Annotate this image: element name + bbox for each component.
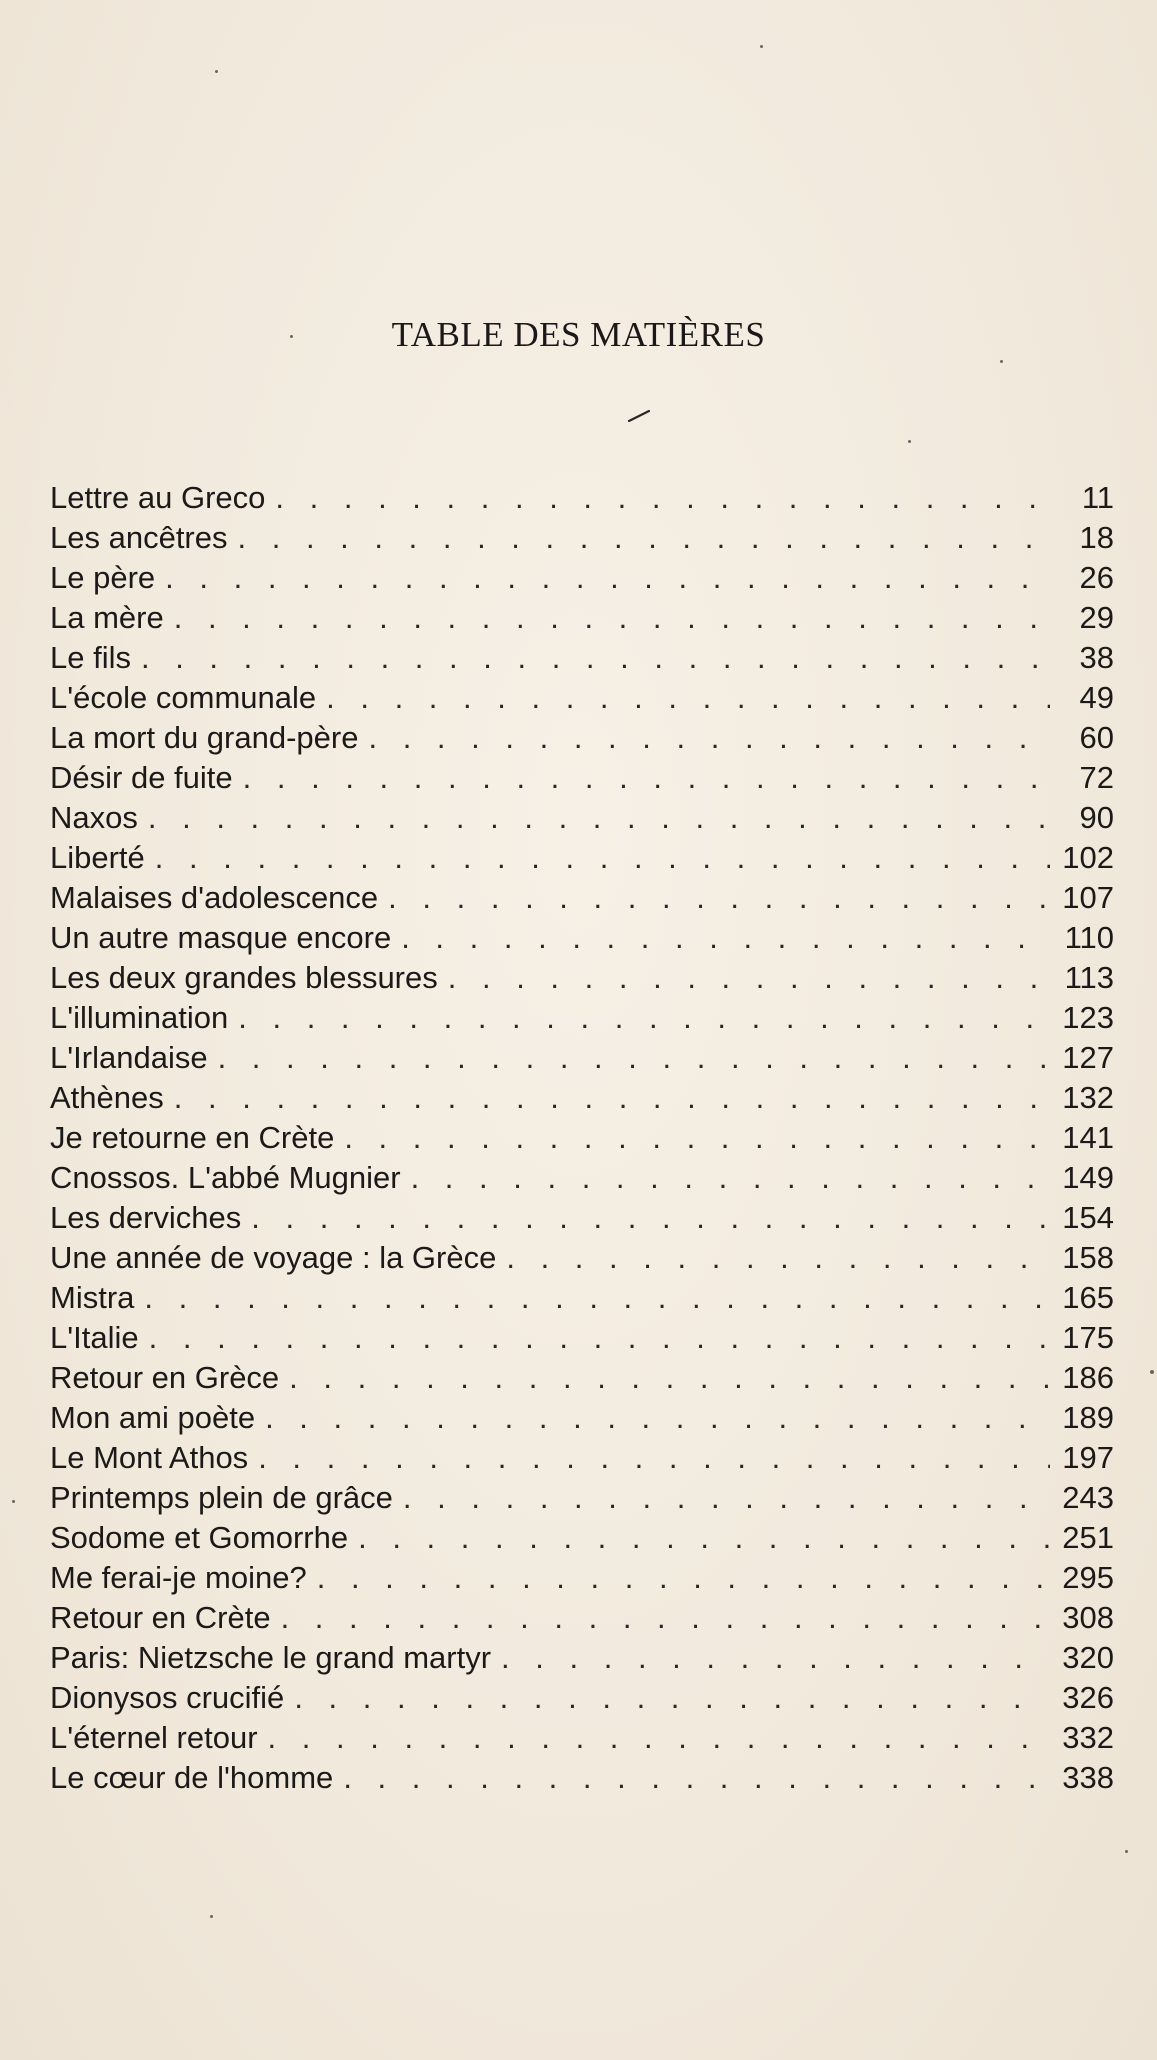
toc-entry-page: 49: [1079, 680, 1114, 715]
toc-entry-page: 90: [1079, 800, 1114, 835]
toc-leader-dots: [289, 1358, 1050, 1398]
toc-leader-dots: [174, 1078, 1050, 1118]
toc-entry: [50, 1718, 1114, 1758]
toc-entry: [50, 1678, 1114, 1718]
toc-entry-title: Une année de voyage : la Grèce: [50, 1240, 497, 1275]
toc-entry-page: 127: [1062, 1040, 1114, 1075]
toc-leader-dots: [144, 1278, 1050, 1318]
toc-leader-dots: [326, 678, 1050, 718]
ornament-tick-icon: [628, 410, 650, 422]
paper-speck: [1150, 1370, 1154, 1374]
toc-entry-title: Cnossos. L'abbé Mugnier: [50, 1160, 401, 1195]
page-title: TABLE DES MATIÈRES: [391, 315, 766, 354]
toc-entry-page: 295: [1062, 1560, 1114, 1595]
toc-entry-title: Les derviches: [50, 1200, 242, 1235]
toc-entry: [50, 1038, 1114, 1078]
toc-leader-dots: [155, 838, 1050, 878]
toc-entry-page: 165: [1062, 1280, 1114, 1315]
toc-entry-title: Retour en Grèce: [50, 1360, 280, 1395]
toc-entry-title: L'école communale: [50, 680, 317, 715]
toc-entry-page: 72: [1079, 760, 1114, 795]
toc-entry: [50, 798, 1114, 838]
toc-leader-dots: [238, 998, 1050, 1038]
toc-leader-dots: [501, 1638, 1050, 1678]
toc-entry: [50, 958, 1114, 998]
toc-entry-page: 18: [1079, 520, 1114, 555]
toc-entry-page: 308: [1062, 1600, 1114, 1635]
toc-entry: [50, 1518, 1114, 1558]
toc-leader-dots: [343, 1758, 1050, 1798]
toc-entry: [50, 1438, 1114, 1478]
toc-entry-title: Le père: [50, 560, 156, 595]
toc-entry-page: 149: [1062, 1160, 1114, 1195]
toc-entry: [50, 1238, 1114, 1278]
toc-entry-page: 158: [1062, 1240, 1114, 1275]
toc-entry-title: Paris: Nietzsche le grand martyr: [50, 1640, 492, 1675]
toc-entry-page: 11: [1081, 480, 1114, 515]
toc-entry-page: 243: [1062, 1480, 1114, 1515]
toc-entry-title: L'Irlandaise: [50, 1040, 208, 1075]
toc-leader-dots: [251, 1198, 1050, 1238]
paper-speck: [290, 335, 293, 338]
toc-entry-page: 141: [1062, 1120, 1114, 1155]
toc-entry: [50, 558, 1114, 598]
toc-leader-dots: [148, 798, 1050, 838]
toc-entry-title: Le Mont Athos: [50, 1440, 249, 1475]
toc-entry: [50, 1278, 1114, 1318]
toc-leader-dots: [294, 1678, 1050, 1718]
toc-leader-dots: [344, 1118, 1050, 1158]
toc-leader-dots: [141, 638, 1050, 678]
toc-entry: [50, 1318, 1114, 1358]
toc-entry-page: 102: [1062, 840, 1114, 875]
toc-leader-dots: [358, 1518, 1050, 1558]
toc-entry-title: Je retourne en Crète: [50, 1120, 335, 1155]
toc-leader-dots: [258, 1438, 1050, 1478]
toc-entry-title: Mon ami poète: [50, 1400, 256, 1435]
toc-entry-page: 332: [1062, 1720, 1114, 1755]
toc-entry-page: 326: [1062, 1680, 1114, 1715]
toc-entry: [50, 1118, 1114, 1158]
paper-speck: [1125, 1850, 1128, 1853]
toc-entry: [50, 478, 1114, 518]
toc-entry-title: Me ferai-je moine?: [50, 1560, 307, 1595]
toc-leader-dots: [218, 1038, 1050, 1078]
toc-entry-title: Les ancêtres: [50, 520, 228, 555]
toc-entry-page: 60: [1079, 720, 1114, 755]
paper-speck: [1000, 360, 1003, 363]
toc-entry: [50, 1398, 1114, 1438]
toc-leader-dots: [165, 558, 1050, 598]
toc-entry-title: Retour en Crète: [50, 1600, 271, 1635]
toc-entry-title: L'Italie: [50, 1320, 139, 1355]
toc-entry-title: L'illumination: [50, 1000, 229, 1035]
paper-speck: [12, 1500, 15, 1503]
toc-entry-title: Mistra: [50, 1280, 135, 1315]
toc-entry: [50, 878, 1114, 918]
toc-entry: [50, 598, 1114, 638]
toc-entry-title: La mort du grand-père: [50, 720, 359, 755]
toc-entry-page: 175: [1062, 1320, 1114, 1355]
toc-leader-dots: [403, 1478, 1050, 1518]
toc-entry: [50, 1198, 1114, 1238]
toc-entry: [50, 638, 1114, 678]
toc-entry: [50, 518, 1114, 558]
toc-entry-page: 320: [1062, 1640, 1114, 1675]
toc-entry-title: Lettre au Greco: [50, 480, 266, 515]
toc-entry: [50, 678, 1114, 718]
toc-entry: [50, 1158, 1114, 1198]
toc-entry: [50, 998, 1114, 1038]
toc-leader-dots: [281, 1598, 1050, 1638]
toc-entry-title: Le fils: [50, 640, 131, 675]
toc-leader-dots: [317, 1558, 1050, 1598]
toc-leader-dots: [448, 958, 1050, 998]
toc-leader-dots: [174, 598, 1050, 638]
toc-leader-dots: [388, 878, 1050, 918]
toc-entry: [50, 1558, 1114, 1598]
toc-entry: [50, 918, 1114, 958]
toc-entry: [50, 1758, 1114, 1798]
toc-entry-title: Printemps plein de grâce: [50, 1480, 393, 1515]
toc-entry-page: 197: [1062, 1440, 1114, 1475]
toc-leader-dots: [243, 758, 1050, 798]
toc-leader-dots: [506, 1238, 1050, 1278]
toc-entry-title: Désir de fuite: [50, 760, 233, 795]
paper-speck: [215, 70, 218, 73]
table-of-contents: [50, 478, 1114, 1798]
toc-entry-page: 338: [1062, 1760, 1114, 1795]
toc-entry: [50, 1078, 1114, 1118]
paper-speck: [760, 45, 763, 48]
toc-entry-page: 251: [1062, 1520, 1114, 1555]
toc-leader-dots: [411, 1158, 1050, 1198]
toc-entry-page: 107: [1062, 880, 1114, 915]
toc-entry-title: Athènes: [50, 1080, 164, 1115]
toc-entry-title: Le cœur de l'homme: [50, 1760, 334, 1795]
paper-speck: [908, 440, 911, 443]
toc-entry-title: Sodome et Gomorrhe: [50, 1520, 349, 1555]
toc-entry: [50, 758, 1114, 798]
toc-leader-dots: [368, 718, 1050, 758]
toc-entry-title: Liberté: [50, 840, 145, 875]
toc-entry-page: 186: [1062, 1360, 1114, 1395]
toc-entry-title: Les deux grandes blessures: [50, 960, 438, 995]
toc-leader-dots: [149, 1318, 1050, 1358]
toc-entry-page: 132: [1062, 1080, 1114, 1115]
toc-entry: [50, 1598, 1114, 1638]
toc-entry-page: 154: [1062, 1200, 1114, 1235]
toc-entry: [50, 1358, 1114, 1398]
toc-entry-title: Dionysos crucifié: [50, 1680, 285, 1715]
toc-leader-dots: [401, 918, 1050, 958]
toc-entry-page: 110: [1064, 920, 1114, 955]
paper-speck: [210, 1915, 213, 1918]
toc-entry: [50, 838, 1114, 878]
toc-entry-page: 38: [1079, 640, 1114, 675]
toc-entry-title: La mère: [50, 600, 164, 635]
toc-leader-dots: [265, 1398, 1050, 1438]
toc-entry-title: Un autre masque encore: [50, 920, 392, 955]
toc-entry-title: Malaises d'adolescence: [50, 880, 379, 915]
toc-leader-dots: [238, 518, 1051, 558]
toc-entry-title: Naxos: [50, 800, 138, 835]
toc-entry: [50, 1638, 1114, 1678]
toc-leader-dots: [268, 1718, 1050, 1758]
toc-entry: [50, 1478, 1114, 1518]
toc-entry-page: 123: [1062, 1000, 1114, 1035]
toc-entry-page: 113: [1064, 960, 1114, 995]
toc-entry-page: 29: [1079, 600, 1114, 635]
toc-entry-page: 189: [1062, 1400, 1114, 1435]
toc-entry-page: 26: [1079, 560, 1114, 595]
toc-leader-dots: [275, 478, 1050, 518]
toc-entry: [50, 718, 1114, 758]
toc-entry-title: L'éternel retour: [50, 1720, 258, 1755]
